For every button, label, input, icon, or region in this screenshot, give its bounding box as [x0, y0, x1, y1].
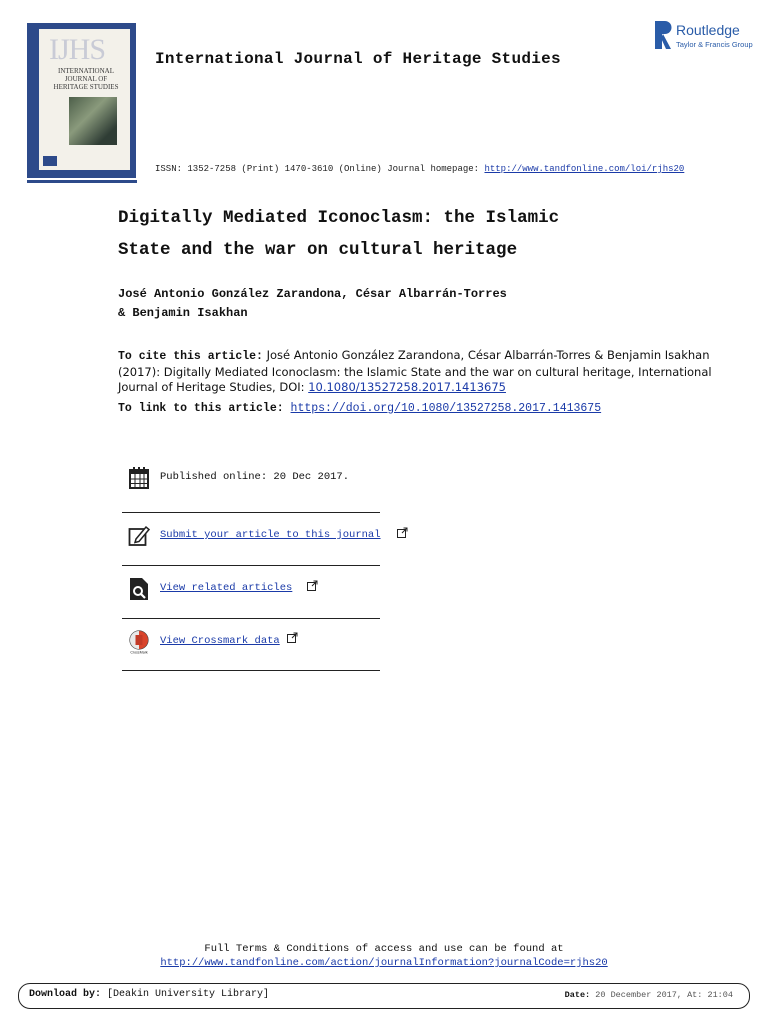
authors-line-2: & Benjamin Isakhan	[118, 306, 248, 320]
cover-photo	[69, 97, 117, 145]
issn-line	[155, 164, 684, 174]
download-date	[565, 990, 733, 1000]
related-articles-row[interactable]	[122, 565, 380, 613]
citation-block	[118, 348, 718, 396]
routledge-logo-icon	[654, 20, 672, 50]
terms-text: Full Terms & Conditions of access and use can be found at	[204, 943, 564, 955]
download-label: Download by:	[29, 989, 102, 1000]
external-link-icon	[307, 580, 318, 591]
cover-subtitle: INTERNATIONAL JOURNAL OF HERITAGE STUDIES	[53, 67, 119, 91]
journal-cover-image	[27, 23, 136, 178]
search-document-icon	[128, 577, 150, 601]
published-row	[122, 454, 380, 502]
terms-link[interactable]: http://www.tandfonline.com/action/journalInformation?journalCode=rjhs20	[160, 957, 608, 969]
date-value: 20 December 2017, At: 21:04	[595, 990, 733, 1000]
date-label: Date:	[564, 990, 591, 1000]
external-link-icon	[287, 632, 298, 643]
edit-icon	[128, 524, 150, 548]
journal-homepage-link[interactable]: http://www.tandfonline.com/loi/rjhs20	[484, 164, 685, 174]
article-title-line-2: State and the war on cultural heritage	[118, 240, 518, 260]
article-title	[118, 202, 658, 266]
publisher-subtitle: Taylor & Francis Group	[676, 40, 753, 49]
crossmark-row[interactable]	[122, 618, 380, 666]
cover-publisher-mark	[43, 156, 57, 166]
download-value: [Deakin University Library]	[107, 989, 270, 1000]
link-label: To link to this article:	[118, 402, 284, 415]
external-link-icon	[397, 527, 408, 538]
cover-underline	[27, 180, 137, 183]
cite-label: To cite this article:	[118, 350, 263, 363]
download-info-bar	[18, 983, 750, 1009]
cover-logo: IJHS	[49, 33, 106, 66]
issn-text: ISSN: 1352-7258 (Print) 1470-3610 (Online) Journal homepage:	[155, 164, 480, 174]
crossmark-icon	[128, 630, 150, 654]
article-title-line-1: Digitally Mediated Iconoclasm: the Islamic	[118, 208, 560, 228]
submit-article-row[interactable]	[122, 512, 380, 560]
cite-doi-link[interactable]: 10.1080/13527258.2017.1413675	[308, 380, 506, 394]
crossmark-link[interactable]: View Crossmark data	[160, 635, 280, 647]
published-date: Published online: 20 Dec 2017.	[160, 471, 350, 483]
download-info	[29, 989, 269, 1000]
submit-article-link[interactable]: Submit your article to this journal	[160, 529, 381, 541]
related-articles-link[interactable]: View related articles	[160, 582, 293, 594]
divider	[122, 670, 380, 671]
journal-title: International Journal of Heritage Studies	[155, 50, 561, 68]
calendar-icon	[128, 466, 150, 490]
publisher-name: Routledge	[676, 22, 740, 38]
article-doi-link[interactable]: https://doi.org/10.1080/13527258.2017.1413675	[290, 402, 602, 415]
cite-text: José Antonio González Zarandona, César Albarrán-Torres & Benjamin Isakhan (2017): Digitally Mediated Iconoclasm: the Islamic State and the war on cultural heritage, International Journal of Heritage Studies, DOI:	[118, 348, 712, 394]
article-authors	[118, 285, 638, 323]
terms-block	[0, 942, 768, 970]
crossmark-icon-label: CrossMark	[130, 650, 148, 654]
authors-line-1: José Antonio González Zarandona, César Albarrán-Torres	[118, 287, 507, 301]
article-link-line	[118, 402, 601, 415]
